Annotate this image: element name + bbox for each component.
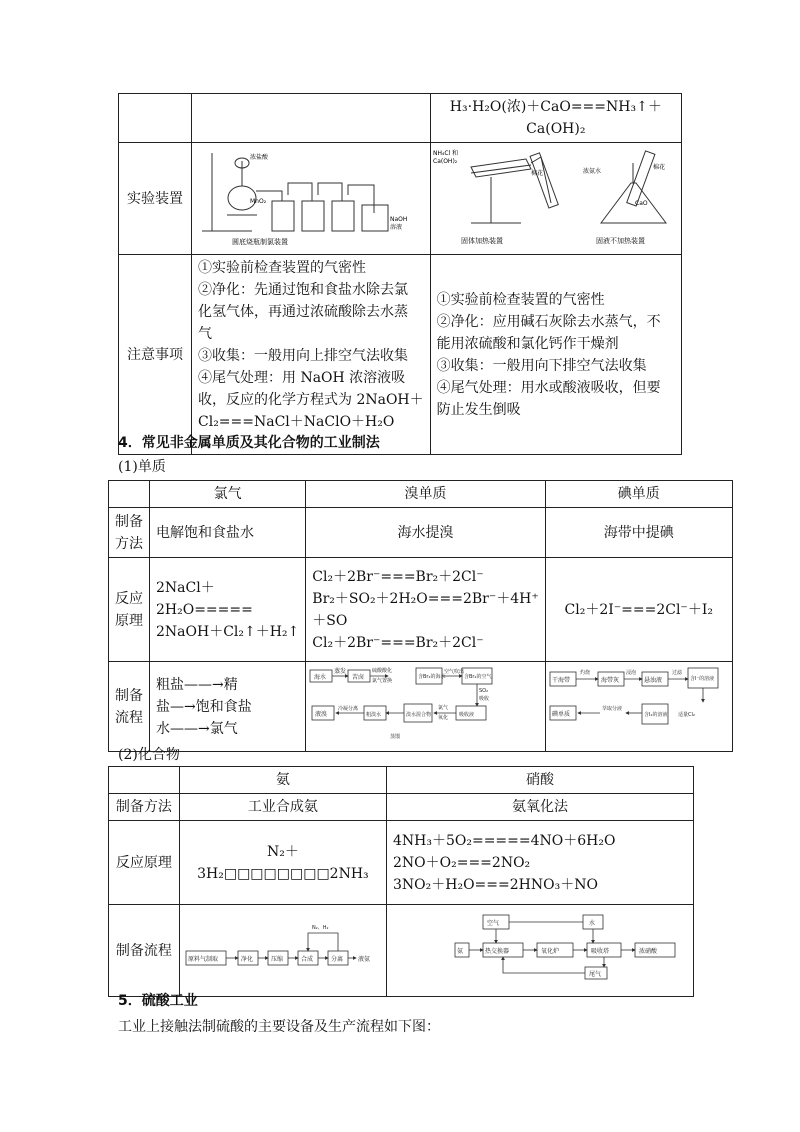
section4-sub2: (2)化合物: [118, 747, 180, 763]
t2-i-reaction: Cl₂＋2I⁻===2Cl⁻＋I₂: [545, 558, 732, 662]
br-flow-text: 溴水混合物: [406, 712, 432, 718]
i-flow-text: 含I⁻的溶液: [689, 676, 714, 682]
svg-text:MnO₂: MnO₂: [250, 198, 267, 205]
t2-row-label: [109, 508, 150, 558]
br-flow-text: 氧化: [438, 715, 449, 721]
nh3-note-line: 防止发生倒吸: [436, 401, 521, 418]
flow-line: 粗盐——→精: [156, 676, 238, 693]
br-flow-text: 氯气置换: [372, 678, 393, 684]
nitric-acid-flow-diagram: [387, 905, 694, 997]
i-flow-text: 海带灰: [600, 677, 619, 684]
eq-line: 2NO＋O₂===2NO₂: [393, 854, 531, 871]
br-flow-text: 吸收: [479, 696, 490, 702]
hno3-flow-text: 热交换器: [485, 948, 510, 955]
nh3-note-line: ②净化：应用碱石灰除去水蒸气，不: [436, 313, 661, 330]
left-caption: 圆底烧瓶制氯装置: [232, 238, 288, 246]
br-flow-text: 含Br₂的空气: [464, 674, 492, 680]
hno3-flow-text: 氨: [457, 948, 464, 955]
hno3-flow-text: 吸收塔: [591, 948, 610, 955]
br-flow-text: 海水: [314, 674, 327, 681]
cl-note-line: 收，反应的化学方程式为 2NaOH＋: [198, 392, 424, 408]
t1-row-label-notes: 注意事项: [119, 255, 192, 455]
svg-text:棉花: 棉花: [530, 170, 543, 177]
i-flow-text: 含I₂的溶液: [643, 712, 668, 718]
elements-table: [108, 480, 733, 752]
eq-line: Br₂＋SO₂＋2H₂O===2Br⁻＋4H⁺: [312, 590, 539, 607]
nh3-note-line: 能用浓硫酸和氯化钙作干燥剂: [436, 335, 619, 352]
svg-text:溶液: 溶液: [390, 224, 403, 231]
t3-row-label: 反应原理: [109, 821, 180, 905]
t1-r0-mid: [192, 94, 431, 143]
svg-text:CaO: CaO: [634, 200, 648, 207]
cl-note-line: ④尾气处理：用 NaOH 浓溶液吸: [198, 370, 406, 386]
t2-br-reaction: [306, 558, 545, 662]
t3-row-label: 制备流程: [109, 905, 180, 997]
i-flow-text: 适量Cl₂: [677, 712, 695, 718]
cl-note-line: ③收集：一般用向上排空气法收集: [198, 348, 408, 364]
t2-cell: 海带中提碘: [545, 508, 732, 558]
br-flow-text: 氯气: [438, 705, 449, 711]
t2-cell: 电解饱和食盐水: [150, 508, 306, 558]
eq-line: Cl₂＋2Br⁻===Br₂＋2Cl⁻: [312, 568, 484, 585]
eq-line: ＋SO: [312, 612, 348, 629]
nh3-flow-text: 原料气制取: [187, 956, 218, 963]
lab-table: [118, 93, 682, 455]
t1-r0-right: H₃·H₂O(浓)＋CaO===NH₃↑＋Ca(OH)₂: [430, 94, 681, 143]
eq-line: 2NaCl＋: [156, 579, 215, 596]
t2-row-label: [109, 558, 150, 662]
t3-row-label: 制备方法: [109, 794, 180, 821]
i-flow-text: 干海带: [551, 677, 570, 684]
t2-header: 溴单质: [306, 481, 545, 508]
svg-text:浓盐酸: 浓盐酸: [250, 154, 269, 161]
label-line: 流程: [115, 709, 143, 726]
eq-line: Cl₂＋2Br⁻===Br₂＋2Cl⁻: [312, 634, 484, 651]
br-flow-text: 吸收液: [459, 712, 475, 718]
hno3-flow-text: 浓硝酸: [639, 948, 658, 955]
chlorine-notes: [192, 255, 431, 455]
t3-cell: 工业合成氨: [179, 794, 386, 821]
i-flow-text: 灼烧: [579, 670, 590, 676]
cl-note-line: 化氢气体，再通过浓硫酸除去水蒸: [198, 304, 408, 320]
ammonia-flow-diagram: [179, 905, 386, 997]
eq-line: 4NH₃＋5O₂=====4NO＋6H₂O: [393, 832, 616, 849]
cl-note-line: ①实验前检查装置的气密性: [198, 260, 366, 276]
t2-cl-reaction: [150, 558, 306, 662]
section5-title: 5．硫酸工业: [118, 993, 198, 1009]
ammonia-apparatus-figure: [430, 143, 681, 255]
compounds-table: [108, 766, 694, 997]
hno3-flow-text: 水: [589, 920, 596, 927]
i-flow-text: 过滤: [671, 670, 682, 676]
right-caption-b: 固液不加热装置: [595, 237, 645, 245]
br-flow-text: 粗溴水: [366, 712, 382, 718]
br-flow-text: SO₂: [479, 688, 489, 694]
eq-line: 2NaOH＋Cl₂↑＋H₂↑: [156, 623, 300, 640]
t3-nh3-reaction: N₂＋3H₂□□□□□□□□2NH₃: [179, 821, 386, 905]
section5-text: 工业上接触法制硫酸的主要设备及生产流程如下图：: [118, 1019, 440, 1035]
label-line: 反应: [115, 590, 143, 607]
nh3-flow-text: 合成: [300, 956, 313, 963]
nh3-flow-text: 液氨: [357, 956, 370, 963]
i-flow-text: 碘单质: [551, 711, 570, 718]
svg-text:棉花: 棉花: [652, 164, 665, 171]
t3-corner: [109, 767, 180, 794]
t3-cell: 氨氧化法: [387, 794, 694, 821]
cl-note-line: 气: [198, 326, 212, 342]
t2-corner: [109, 481, 150, 508]
t2-header: 氯气: [150, 481, 306, 508]
chlorine-apparatus-figure: [192, 143, 431, 255]
label-line: 制备: [115, 687, 143, 704]
br-flow-text: 液溴: [315, 711, 328, 718]
t2-cell: 海水提溴: [306, 508, 545, 558]
t1-r0-label: [119, 94, 192, 143]
t3-header: 氨: [179, 767, 386, 794]
br-flow-text: 蒸发: [334, 668, 347, 675]
nh3-flow-text: 净化: [240, 956, 253, 963]
t3-header: 硝酸: [387, 767, 694, 794]
br-flow-text: 空气吹出: [444, 669, 465, 675]
label-line: 方法: [115, 535, 143, 552]
t1-row-label-apparatus: 实验装置: [119, 143, 192, 255]
t2-cl-flow: [150, 662, 306, 752]
i-flow-text: 悬浊液: [643, 677, 662, 684]
flow-line: 盐—→饱和食盐: [156, 698, 252, 715]
eq-line: 3NO₂＋H₂O===2HNO₃＋NO: [393, 876, 598, 893]
cl-note-line: Cl₂===NaCl＋NaClO＋H₂O: [198, 414, 395, 430]
br-flow-text: 苦卤: [352, 674, 365, 681]
br-flow-text: 硫酸酸化: [372, 668, 393, 674]
t3-hno3-reaction: [387, 821, 694, 905]
nh3-flow-text: 分离: [330, 956, 343, 963]
section4-title: 4．常见非金属单质及其化合物的工业制法: [118, 435, 380, 451]
flow-line: 水——→氯气: [156, 720, 238, 737]
bromine-flow-diagram: [306, 662, 545, 752]
hno3-flow-text: 氧化炉: [541, 948, 560, 955]
t2-row-label: [109, 662, 150, 752]
nh3-note-line: ①实验前检查装置的气密性: [436, 291, 605, 308]
br-flow-text: 蒸馏: [390, 734, 401, 740]
nh3-note-line: ③收集：一般用向下排空气法收集: [436, 357, 647, 374]
br-flow-text: 含Br₂的海水: [418, 674, 446, 680]
br-flow-text: 冷凝分离: [338, 706, 359, 712]
hno3-flow-text: 空气: [487, 920, 500, 927]
iodine-flow-diagram: [545, 662, 732, 752]
svg-text:NH₄Cl 和: NH₄Cl 和: [432, 150, 458, 157]
eq-line: 2H₂O=====: [156, 601, 253, 618]
svg-text:Ca(OH)₂: Ca(OH)₂: [432, 158, 457, 165]
nh3-flow-text: 压缩: [270, 956, 283, 963]
t2-header: 碘单质: [545, 481, 732, 508]
nh3-note-line: ④尾气处理：用水或酸液吸收，但要: [436, 379, 661, 396]
label-line: 原理: [115, 612, 143, 629]
i-flow-text: 萃取分液: [601, 706, 622, 712]
hno3-flow-text: 尾气: [589, 971, 602, 978]
section4-sub1: (1)单质: [118, 459, 166, 475]
svg-text:NaOH: NaOH: [390, 216, 408, 223]
nh3-flow-text: N₂、H₂: [311, 925, 329, 931]
ammonia-notes: [430, 255, 681, 455]
svg-text:浓氨水: 浓氨水: [582, 168, 601, 175]
cl-note-line: ②净化：先通过饱和食盐水除去氯: [198, 282, 408, 298]
right-caption-a: 固体加热装置: [460, 237, 503, 245]
label-line: 制备: [115, 513, 143, 530]
i-flow-text: 浸泡: [625, 670, 636, 676]
